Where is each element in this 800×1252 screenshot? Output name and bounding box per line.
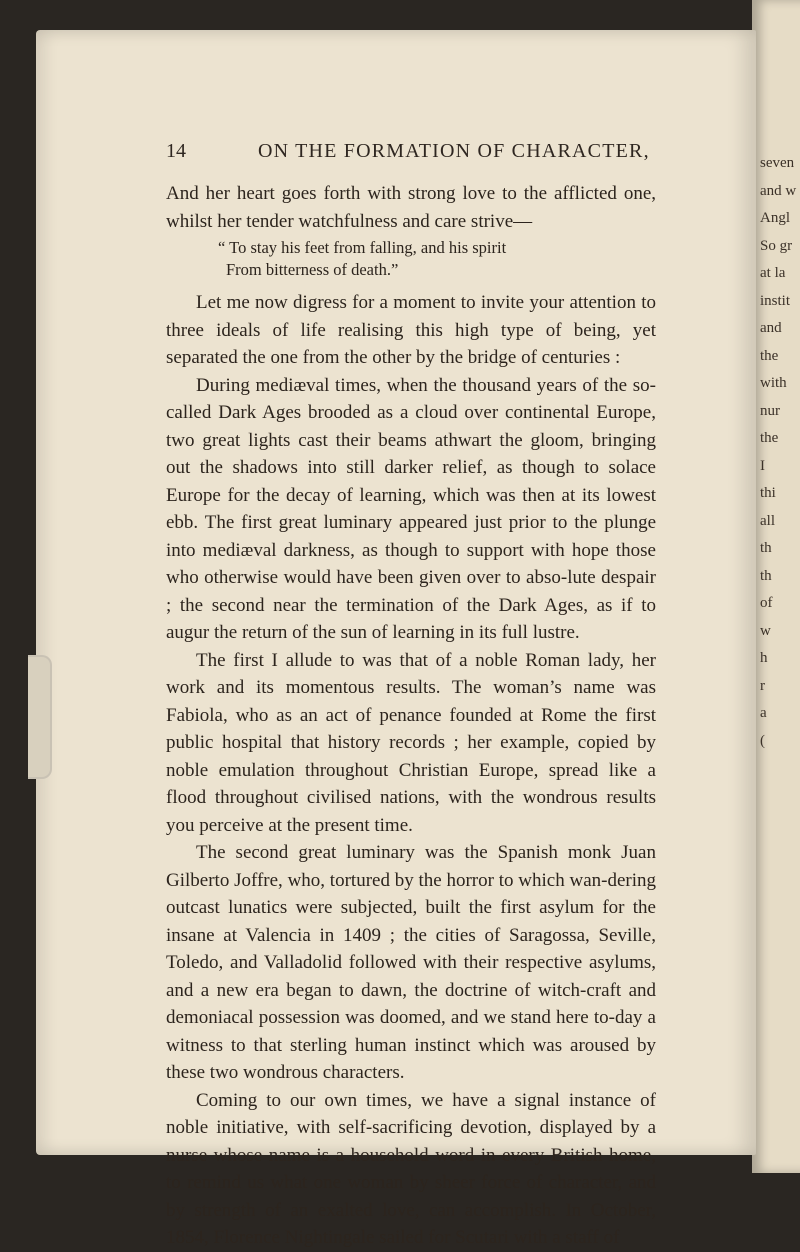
margin-fragment: and w [760, 182, 797, 199]
margin-fragment: seven [760, 155, 795, 171]
margin-fragment: So gr [760, 237, 793, 254]
margin-fragment: a [760, 705, 767, 721]
margin-fragment: r [760, 677, 765, 694]
margin-fragment: h [760, 650, 768, 666]
margin-fragment: with [760, 375, 787, 391]
verse-quote [218, 237, 656, 281]
margin-fragment [760, 755, 800, 783]
margin-fragment: ( [760, 732, 765, 749]
paragraph: Let me now digress for a moment to invite your attention to three ideals of life realising this high type of being, yet separated the one from the other by the bridge of centuries : [166, 292, 656, 368]
margin-fragment: nur [760, 402, 780, 419]
chapter-title: ON THE FORMATION OF CHARACTER, [258, 140, 650, 162]
margin-fragment: at la [760, 265, 786, 281]
next-page-text-fragments [760, 150, 800, 783]
margin-fragment: w [760, 622, 771, 639]
margin-fragment: of [760, 595, 773, 611]
page-number: 14 [166, 140, 186, 162]
paragraph: Coming to our own times, we have a signal instance of noble initiative, with self-sacrificing devotion, displayed by a nurse whose name is a household word in every British home, to remind us what one woman by sheer force of character, and by strength of an exalted love, can accomplish. In October, 1854, Florence Nightingale sailed for Scutari with a staff of [166, 1089, 656, 1248]
paragraph: During mediæval times, when the thousand years of the so-called Dark Ages brooded as a cloud over continental Europe, two great lights cast their beams athwart the gloom, bringing out the shadows into still darker relief, as though to solace Europe for the decay of learning, which was then at its lowest ebb. The first great luminary appeared just prior to the plunge into mediæval darkness, as though to support with hope those who otherwise would have been given over to abso-lute despair ; the second near the termination of the Dark Ages, as if to augur the return of the sun of learning in its full lustre. [166, 374, 656, 643]
quote-line: From bitterness of death.” [226, 260, 399, 279]
opening-paragraph: And her heart goes forth with strong love to the afflicted one, whilst her tender watchfulness and care strive— [166, 183, 656, 232]
margin-fragment: all [760, 512, 775, 529]
margin-fragment: instit [760, 292, 791, 309]
quote-line: “ To stay his feet from falling, and his spirit [218, 238, 507, 257]
margin-fragment: the [760, 347, 779, 364]
margin-fragment: and [760, 320, 782, 336]
margin-fragment: I [760, 457, 765, 474]
body-text [166, 180, 656, 1252]
paragraph: The first I allude to was that of a noble Roman lady, her work and its momentous results. The woman’s name was Fabiola, who as an act of penance founded at Rome the first public hospital that history records ; her example, copied by noble emulation throughout Christian Europe, spread like a flood throughout civilised nations, with the wondrous results you perceive at the present time. [166, 649, 656, 836]
page-clip [28, 655, 52, 779]
margin-fragment: thi [760, 485, 776, 501]
paragraph: The second great luminary was the Spanish monk Juan Gilberto Joffre, who, tortured by the horror to which wan-dering outcast lunatics were subjected, built the first asylum for the insane at Valencia in 1409 ; the cities of Saragossa, Seville, Toledo, and Valladolid followed with their respective asylums, and a new era began to dawn, the doctrine of witch-craft and demoniacal possession was doomed, and we stand here to-day a witness to that sterling human instinct which was aroused by these two wondrous characters. [166, 842, 656, 1083]
margin-fragment: Angl [760, 210, 790, 226]
margin-fragment: th [760, 540, 772, 556]
margin-fragment: the [760, 430, 779, 446]
margin-fragment: th [760, 567, 772, 584]
